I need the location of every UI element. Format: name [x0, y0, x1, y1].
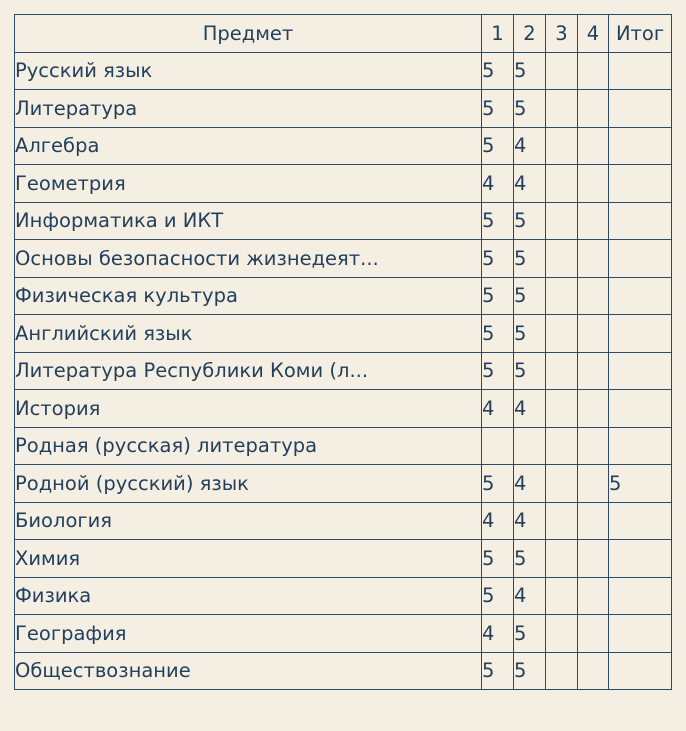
- quarter-1-grade: 5: [482, 315, 514, 353]
- quarter-4-grade: [578, 502, 609, 540]
- quarter-2-grade: 5: [514, 540, 546, 578]
- quarter-4-grade: [578, 427, 609, 465]
- subject-cell: История: [15, 390, 482, 428]
- final-grade: [609, 127, 672, 165]
- subject-cell: Биология: [15, 502, 482, 540]
- quarter-3-grade: [546, 577, 578, 615]
- table-row: [15, 277, 672, 315]
- quarter-1-grade: 5: [482, 127, 514, 165]
- table-row: [15, 240, 672, 278]
- subject-cell: Английский язык: [15, 315, 482, 353]
- subject-cell: Обществознание: [15, 652, 482, 690]
- table-row: [15, 202, 672, 240]
- quarter-2-grade: [514, 427, 546, 465]
- quarter-3-grade: [546, 465, 578, 503]
- quarter-2-grade: 4: [514, 577, 546, 615]
- subject-cell: Физика: [15, 577, 482, 615]
- table-row: [15, 90, 672, 128]
- quarter-1-header: 1: [482, 15, 514, 53]
- table-row: [15, 390, 672, 428]
- quarter-2-grade: 5: [514, 315, 546, 353]
- quarter-3-header: 3: [546, 15, 578, 53]
- quarter-1-grade: 4: [482, 390, 514, 428]
- quarter-1-grade: 5: [482, 240, 514, 278]
- quarter-3-grade: [546, 127, 578, 165]
- quarter-3-grade: [546, 652, 578, 690]
- table-row: [15, 502, 672, 540]
- quarter-4-header: 4: [578, 15, 609, 53]
- quarter-3-grade: [546, 427, 578, 465]
- subject-cell: Геометрия: [15, 165, 482, 203]
- quarter-2-grade: 5: [514, 240, 546, 278]
- quarter-4-grade: [578, 390, 609, 428]
- quarter-3-grade: [546, 52, 578, 90]
- subject-column-header: Предмет: [15, 15, 482, 53]
- quarter-2-grade: 4: [514, 127, 546, 165]
- table-row: [15, 127, 672, 165]
- final-grade: [609, 427, 672, 465]
- quarter-2-grade: 5: [514, 90, 546, 128]
- quarter-3-grade: [546, 165, 578, 203]
- quarter-4-grade: [578, 90, 609, 128]
- quarter-4-grade: [578, 277, 609, 315]
- quarter-1-grade: 5: [482, 90, 514, 128]
- quarter-4-grade: [578, 127, 609, 165]
- final-grade: [609, 90, 672, 128]
- subject-cell: Информатика и ИКТ: [15, 202, 482, 240]
- quarter-2-grade: 5: [514, 352, 546, 390]
- quarter-3-grade: [546, 540, 578, 578]
- table-row: [15, 427, 672, 465]
- quarter-1-grade: 5: [482, 577, 514, 615]
- quarter-4-grade: [578, 240, 609, 278]
- quarter-1-grade: 5: [482, 540, 514, 578]
- quarter-4-grade: [578, 465, 609, 503]
- grades-table: [14, 14, 672, 690]
- quarter-4-grade: [578, 615, 609, 653]
- quarter-1-grade: 5: [482, 465, 514, 503]
- quarter-3-grade: [546, 352, 578, 390]
- quarter-3-grade: [546, 277, 578, 315]
- quarter-2-grade: 5: [514, 615, 546, 653]
- quarter-1-grade: 4: [482, 615, 514, 653]
- subject-cell: Алгебра: [15, 127, 482, 165]
- quarter-2-grade: 4: [514, 465, 546, 503]
- quarter-2-grade: 4: [514, 390, 546, 428]
- quarter-2-grade: 5: [514, 277, 546, 315]
- quarter-3-grade: [546, 202, 578, 240]
- final-grade: [609, 352, 672, 390]
- quarter-1-grade: 5: [482, 352, 514, 390]
- subject-cell: География: [15, 615, 482, 653]
- final-grade: [609, 577, 672, 615]
- quarter-4-grade: [578, 52, 609, 90]
- quarter-1-grade: 5: [482, 277, 514, 315]
- table-row: [15, 540, 672, 578]
- subject-cell: Русский язык: [15, 52, 482, 90]
- quarter-2-header: 2: [514, 15, 546, 53]
- final-grade: [609, 652, 672, 690]
- quarter-3-grade: [546, 315, 578, 353]
- table-row: [15, 615, 672, 653]
- quarter-1-grade: 5: [482, 652, 514, 690]
- quarter-1-grade: 5: [482, 52, 514, 90]
- final-grade: [609, 52, 672, 90]
- final-grade: 5: [609, 465, 672, 503]
- final-grade: [609, 390, 672, 428]
- quarter-4-grade: [578, 540, 609, 578]
- quarter-3-grade: [546, 240, 578, 278]
- table-row: [15, 165, 672, 203]
- final-grade: [609, 202, 672, 240]
- subject-cell: Родной (русский) язык: [15, 465, 482, 503]
- subject-cell: Физическая культура: [15, 277, 482, 315]
- quarter-2-grade: 5: [514, 202, 546, 240]
- table-row: [15, 352, 672, 390]
- quarter-1-grade: 4: [482, 502, 514, 540]
- table-row: [15, 465, 672, 503]
- subject-cell: Литература Республики Коми (л...: [15, 352, 482, 390]
- quarter-2-grade: 4: [514, 502, 546, 540]
- quarter-1-grade: 5: [482, 202, 514, 240]
- header-row: [15, 15, 672, 53]
- table-row: [15, 315, 672, 353]
- final-grade: [609, 540, 672, 578]
- table-row: [15, 652, 672, 690]
- quarter-4-grade: [578, 315, 609, 353]
- quarter-3-grade: [546, 502, 578, 540]
- subject-cell: Основы безопасности жизнедеят...: [15, 240, 482, 278]
- quarter-4-grade: [578, 577, 609, 615]
- quarter-2-grade: 5: [514, 652, 546, 690]
- subject-cell: Родная (русская) литература: [15, 427, 482, 465]
- quarter-3-grade: [546, 390, 578, 428]
- quarter-3-grade: [546, 615, 578, 653]
- final-grade: [609, 240, 672, 278]
- final-grade: [609, 615, 672, 653]
- final-grade: [609, 502, 672, 540]
- subject-cell: Химия: [15, 540, 482, 578]
- final-grade: [609, 315, 672, 353]
- table-row: [15, 577, 672, 615]
- quarter-4-grade: [578, 352, 609, 390]
- final-grade: [609, 277, 672, 315]
- quarter-3-grade: [546, 90, 578, 128]
- quarter-2-grade: 4: [514, 165, 546, 203]
- quarter-4-grade: [578, 165, 609, 203]
- final-grade: [609, 165, 672, 203]
- subject-cell: Литература: [15, 90, 482, 128]
- final-grade-header: Итог: [609, 15, 672, 53]
- quarter-1-grade: 4: [482, 165, 514, 203]
- quarter-4-grade: [578, 202, 609, 240]
- quarter-1-grade: [482, 427, 514, 465]
- quarter-4-grade: [578, 652, 609, 690]
- quarter-2-grade: 5: [514, 52, 546, 90]
- table-row: [15, 52, 672, 90]
